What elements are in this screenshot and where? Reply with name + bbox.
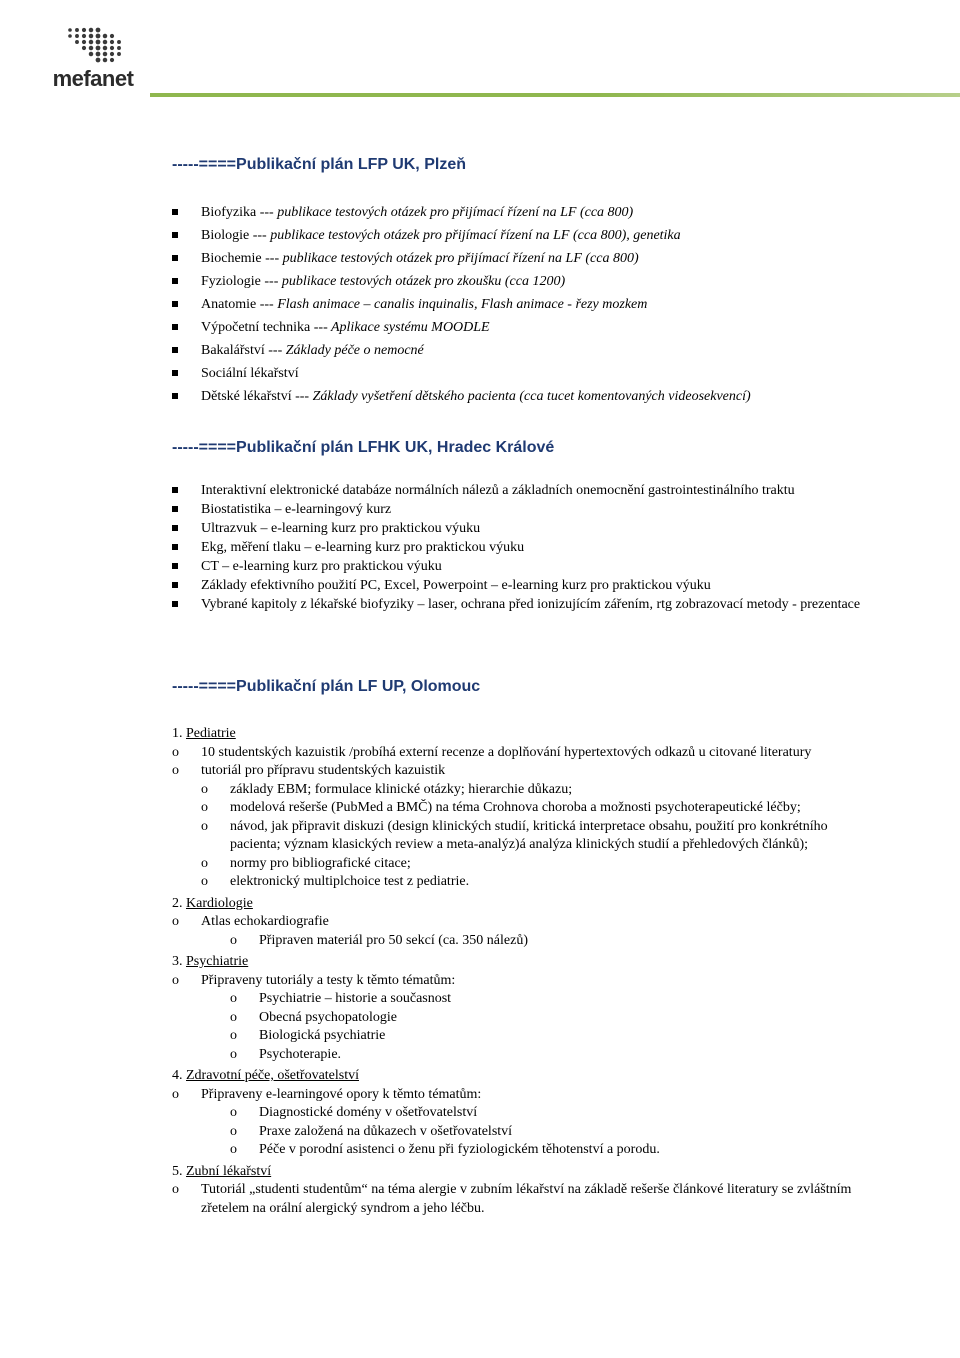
plzen-list bbox=[172, 203, 862, 410]
section-number: 1. bbox=[172, 726, 183, 741]
sub-list-item: o modelová rešerše (PubMed a BMČ) na téma Crohnova choroba a možnosti psychoterapeutické léčby; bbox=[172, 799, 872, 818]
olomouc-sections bbox=[172, 725, 872, 1218]
subject-description: Flash animace – canalis inquinalis, Flash animace - řezy mozkem bbox=[273, 297, 648, 312]
list-item: Ultrazvuk – e-learning kurz pro praktickou výuku bbox=[172, 519, 862, 538]
list-item bbox=[172, 364, 862, 383]
sub-list-item: o elektronický multiplchoice test z pediatrie. bbox=[172, 873, 872, 892]
list-item bbox=[172, 387, 862, 406]
subject-name: Dětské lékařství --- bbox=[201, 389, 310, 404]
list-item bbox=[172, 341, 862, 360]
list-item: o Připraveny e-learningové opory k těmto tématům: bbox=[172, 1086, 872, 1105]
section-title: Pediatrie bbox=[186, 726, 236, 741]
list-item bbox=[172, 295, 862, 314]
section-number: 3. bbox=[172, 954, 183, 969]
list-item: o Připraveny tutoriály a testy k těmto tématům: bbox=[172, 972, 872, 991]
list-item: o tutoriál pro přípravu studentských kazuistik bbox=[172, 762, 872, 781]
subject-description: Základy péče o nemocné bbox=[282, 343, 424, 358]
sub-list-item: o Biologická psychiatrie bbox=[172, 1027, 872, 1046]
heading-olomouc: -----====Publikační plán LF UP, Olomouc bbox=[172, 678, 481, 695]
sub-list-item: o Péče v porodní asistenci o ženu při fyziologickém těhotenství a porodu. bbox=[172, 1141, 872, 1160]
section-title: Kardiologie bbox=[186, 895, 253, 911]
list-item bbox=[172, 226, 862, 245]
list-item bbox=[172, 203, 862, 222]
list-item: Základy efektivního použití PC, Excel, Powerpoint – e-learning kurz pro praktickou výuku bbox=[172, 576, 862, 595]
list-item: o Atlas echokardiografie bbox=[172, 913, 872, 932]
section-title: Psychiatrie bbox=[186, 954, 249, 969]
subject-description: Základy vyšetření dětského pacienta (cca tucet komentovaných videosekvencí) bbox=[309, 389, 751, 404]
subject-description: publikace testových otázek pro zkoušku (cca 1200) bbox=[278, 274, 566, 289]
subject-name: Sociální lékařství bbox=[201, 366, 299, 381]
sub-list-item: o normy pro bibliografické citace; bbox=[172, 855, 872, 874]
section-heading bbox=[172, 725, 872, 744]
subject-description: publikace testových otázek pro přijímací řízení na LF (cca 800) bbox=[279, 251, 639, 266]
section-heading bbox=[172, 1163, 872, 1182]
section-heading bbox=[172, 1067, 872, 1086]
list-item bbox=[172, 272, 862, 291]
subject-name: Biochemie --- bbox=[201, 251, 280, 266]
section-number: 5. bbox=[172, 1163, 183, 1179]
subject-description: publikace testových otázek pro přijímací řízení na LF (cca 800) bbox=[273, 205, 634, 220]
subject-description: Aplikace systému MOODLE bbox=[327, 320, 490, 335]
section-title: Zdravotní péče, ošetřovatelství bbox=[186, 1068, 359, 1083]
list-item: Ekg, měření tlaku – e-learning kurz pro praktickou výuku bbox=[172, 538, 862, 557]
sub-list-item: o základy EBM; formulace klinické otázky; hierarchie důkazu; bbox=[172, 781, 872, 800]
subject-name: Bakalářství --- bbox=[201, 343, 283, 358]
list-item: Biostatistika – e-learningový kurz bbox=[172, 500, 862, 519]
subject-name: Výpočetní technika --- bbox=[201, 320, 328, 335]
list-item bbox=[172, 318, 862, 337]
section-number: 2. bbox=[172, 895, 183, 911]
subject-description: publikace testových otázek pro přijímací řízení na LF (cca 800), genetika bbox=[266, 228, 681, 243]
list-item: Interaktivní elektronické databáze normálních nálezů a základních onemocnění gastrointestinálního traktu bbox=[172, 481, 862, 500]
list-item: o 10 studentských kazuistik /probíhá externí recenze a doplňování hypertextových odkazů u citované literatury bbox=[172, 744, 872, 763]
sub-list-item: o Psychiatrie – historie a současnost bbox=[172, 990, 872, 1009]
section-heading bbox=[172, 895, 872, 914]
hradec-list bbox=[172, 481, 862, 614]
sub-list-item: o Obecná psychopatologie bbox=[172, 1009, 872, 1028]
list-item bbox=[172, 249, 862, 268]
heading-hradec: -----====Publikační plán LFHK UK, Hradec Králové bbox=[172, 439, 555, 456]
section-number: 4. bbox=[172, 1068, 183, 1083]
section-title: Zubní lékařství bbox=[186, 1163, 272, 1179]
subject-name: Fyziologie --- bbox=[201, 274, 279, 289]
heading-plzen: -----====Publikační plán LFP UK, Plzeň bbox=[172, 156, 466, 173]
logo-text: mefanet bbox=[52, 66, 134, 91]
subject-name: Biologie --- bbox=[201, 228, 267, 243]
sub-list-item: o Diagnostické domény v ošetřovatelství bbox=[172, 1104, 872, 1123]
list-item: CT – e-learning kurz pro praktickou výuku bbox=[172, 557, 862, 576]
list-item: o Tutoriál „studenti studentům“ na téma alergie v zubním lékařství na základě rešerše článkové literatury se zvláštním zřetelem na orální alergický syndrom a jeho léčbu. bbox=[172, 1181, 872, 1218]
sub-list-item: o Praxe založená na důkazech v ošetřovatelství bbox=[172, 1123, 872, 1142]
sub-list-item: o Připraven materiál pro 50 sekcí (ca. 350 nálezů) bbox=[172, 932, 872, 951]
sub-list-item: o Psychoterapie. bbox=[172, 1046, 872, 1065]
sub-list-item: o návod, jak připravit diskuzi (design klinických studií, kritická interpretace obsahu, použití pro konkrétního pacienta; význam klasických review a meta-analýz)á analýza klinických studií a přehledových článků); bbox=[172, 818, 872, 855]
subject-name: Anatomie --- bbox=[201, 297, 274, 312]
list-item: Vybrané kapitoly z lékařské biofyziky – laser, ochrana před ionizujícím zářením, rtg zobrazovací metody - prezentace bbox=[172, 595, 862, 614]
subject-name: Biofyzika --- bbox=[201, 205, 274, 220]
section-heading bbox=[172, 953, 872, 972]
